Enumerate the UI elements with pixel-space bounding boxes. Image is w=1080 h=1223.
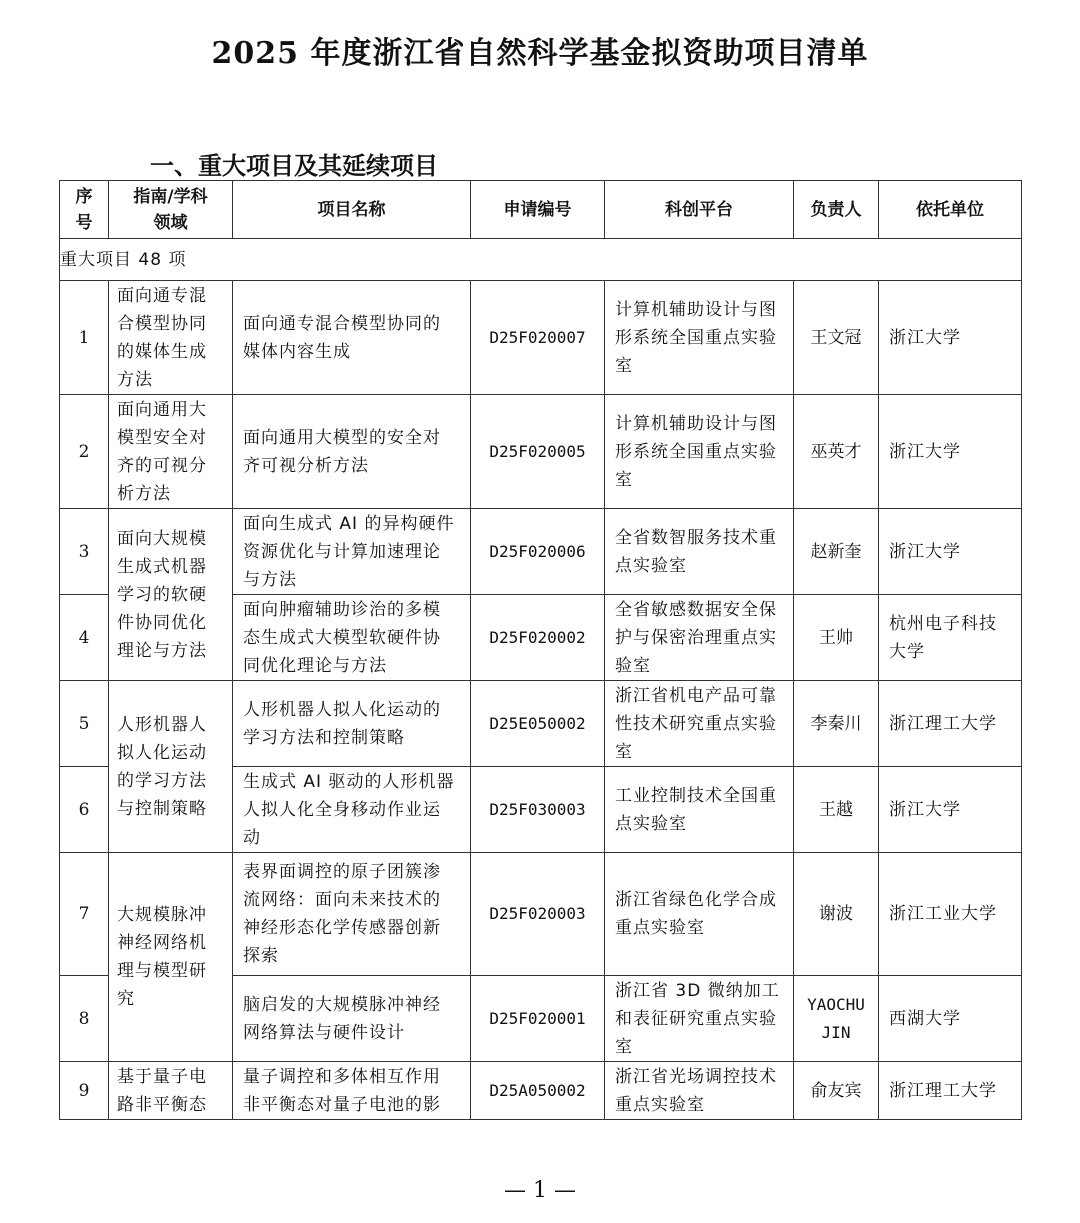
header-no: 序 号 [60,181,109,239]
header-guide: 指南/学科 领域 [109,181,233,239]
row-leader: 王帅 [794,595,879,681]
row-guide: 人形机器人 拟人化运动 的学习方法 与控制策略 [109,681,233,853]
group-row [60,239,1022,281]
row-leader: 谢波 [794,853,879,976]
row-no: 2 [60,395,109,509]
row-name: 面向通专混合模型协同的 媒体内容生成 [233,281,471,395]
row-no: 3 [60,509,109,595]
row-leader: 俞友宾 [794,1062,879,1120]
row-code: D25E050002 [471,681,605,767]
row-org: 浙江大学 [879,767,1022,853]
row-name: 面向通用大模型的安全对 齐可视分析方法 [233,395,471,509]
row-guide: 大规模脉冲 神经网络机 理与模型研 究 [109,853,233,1062]
row-code: D25F020006 [471,509,605,595]
header-org: 依托单位 [879,181,1022,239]
table-row [60,681,1022,767]
row-code: D25F020007 [471,281,605,395]
row-platform: 浙江省 3D 微纳加工 和表征研究重点实验 室 [605,976,794,1062]
row-platform: 计算机辅助设计与图 形系统全国重点实验 室 [605,281,794,395]
row-name: 脑启发的大规模脉冲神经 网络算法与硬件设计 [233,976,471,1062]
row-name: 生成式 AI 驱动的人形机器 人拟人化全身移动作业运 动 [233,767,471,853]
row-guide: 基于量子电 路非平衡态 [109,1062,233,1120]
row-code: D25F020001 [471,976,605,1062]
row-org: 浙江理工大学 [879,1062,1022,1120]
row-guide: 面向大规模 生成式机器 学习的软硬 件协同优化 理论与方法 [109,509,233,681]
table-row [60,281,1022,395]
row-no: 7 [60,853,109,976]
table-row [60,853,1022,976]
row-org: 浙江工业大学 [879,853,1022,976]
row-name: 人形机器人拟人化运动的 学习方法和控制策略 [233,681,471,767]
table-row [60,1062,1022,1120]
row-code: D25A050002 [471,1062,605,1120]
project-table [59,180,1022,1120]
row-platform: 浙江省光场调控技术 重点实验室 [605,1062,794,1120]
row-name: 面向肿瘤辅助诊治的多模 态生成式大模型软硬件协 同优化理论与方法 [233,595,471,681]
row-org: 杭州电子科技 大学 [879,595,1022,681]
row-platform: 浙江省机电产品可靠 性技术研究重点实验 室 [605,681,794,767]
row-leader: 李秦川 [794,681,879,767]
table-header-row [60,181,1022,239]
row-no: 9 [60,1062,109,1120]
row-guide: 面向通专混 合模型协同 的媒体生成 方法 [109,281,233,395]
row-no: 5 [60,681,109,767]
document-title: 2025 年度浙江省自然科学基金拟资助项目清单 [211,36,869,71]
row-platform: 全省敏感数据安全保 护与保密治理重点实 验室 [605,595,794,681]
row-name: 表界面调控的原子团簇渗 流网络：面向未来技术的 神经形态化学传感器创新 探索 [233,853,471,976]
table-row [60,395,1022,509]
row-leader: 王越 [794,767,879,853]
row-org: 浙江大学 [879,281,1022,395]
row-platform: 计算机辅助设计与图 形系统全国重点实验 室 [605,395,794,509]
row-code: D25F020002 [471,595,605,681]
row-org: 浙江理工大学 [879,681,1022,767]
row-org: 西湖大学 [879,976,1022,1062]
row-guide: 面向通用大 模型安全对 齐的可视分 析方法 [109,395,233,509]
row-no: 6 [60,767,109,853]
row-name: 量子调控和多体相互作用 非平衡态对量子电池的影 [233,1062,471,1120]
group-label: 重大项目 48 项 [60,239,1022,281]
row-no: 1 [60,281,109,395]
row-no: 4 [60,595,109,681]
row-leader: 赵新奎 [794,509,879,595]
row-code: D25F030003 [471,767,605,853]
table-row [60,509,1022,595]
row-platform: 全省数智服务技术重 点实验室 [605,509,794,595]
row-leader: YAOCHU JIN [794,976,879,1062]
header-platform: 科创平台 [605,181,794,239]
header-leader: 负责人 [794,181,879,239]
row-leader: 巫英才 [794,395,879,509]
row-no: 8 [60,976,109,1062]
row-platform: 浙江省绿色化学合成 重点实验室 [605,853,794,976]
page-number: — 1 — [504,1178,576,1203]
row-code: D25F020005 [471,395,605,509]
row-code: D25F020003 [471,853,605,976]
section-heading: 一、重大项目及其延续项目 [150,152,438,180]
header-name: 项目名称 [233,181,471,239]
row-platform: 工业控制技术全国重 点实验室 [605,767,794,853]
header-code: 申请编号 [471,181,605,239]
row-name: 面向生成式 AI 的异构硬件 资源优化与计算加速理论 与方法 [233,509,471,595]
row-leader: 王文冠 [794,281,879,395]
row-org: 浙江大学 [879,509,1022,595]
row-org: 浙江大学 [879,395,1022,509]
